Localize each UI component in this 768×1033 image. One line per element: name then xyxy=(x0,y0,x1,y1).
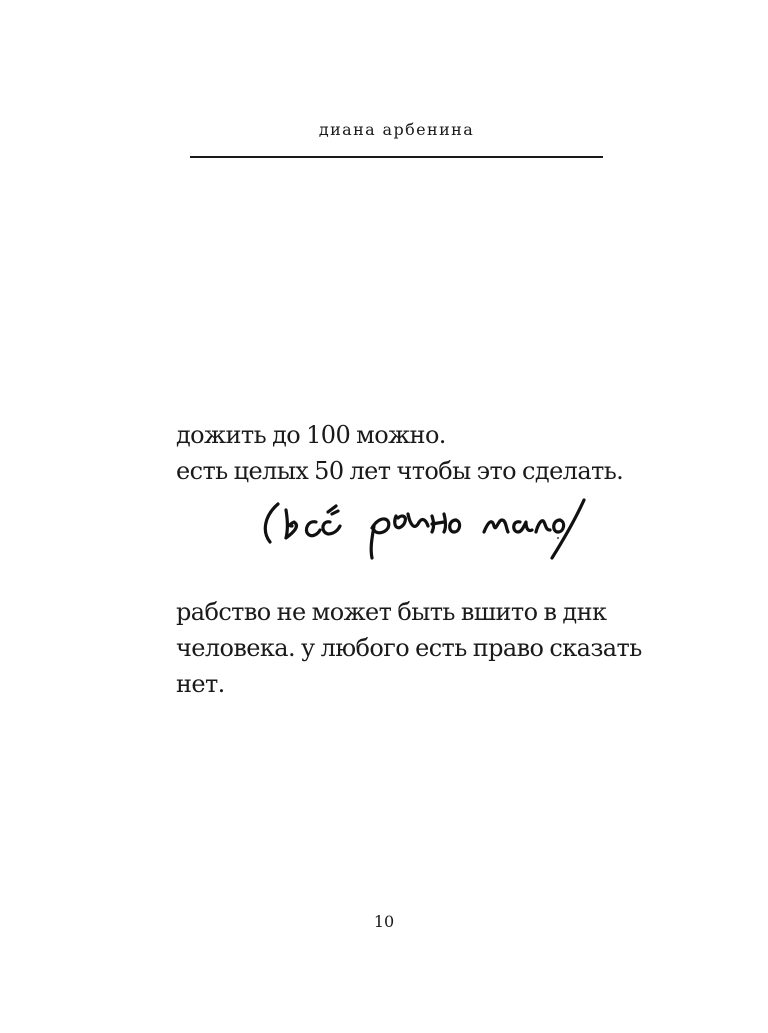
text-block-1 xyxy=(176,417,656,489)
paragraph-line: нет. xyxy=(176,670,225,698)
text-block-2 xyxy=(176,594,656,702)
running-head: диана арбенина xyxy=(318,120,475,139)
paragraph-line: есть целых 50 лет чтобы это сделать. xyxy=(176,457,624,485)
paragraph-line: человека. у любого есть право сказать xyxy=(176,634,642,662)
handwritten-signature-note xyxy=(258,492,598,567)
paragraph-line: рабство не может быть вшито в днк xyxy=(176,598,607,626)
header-rule xyxy=(190,156,603,158)
page-number: 10 xyxy=(373,912,395,931)
paragraph-line: дожить до 100 можно. xyxy=(176,421,446,449)
